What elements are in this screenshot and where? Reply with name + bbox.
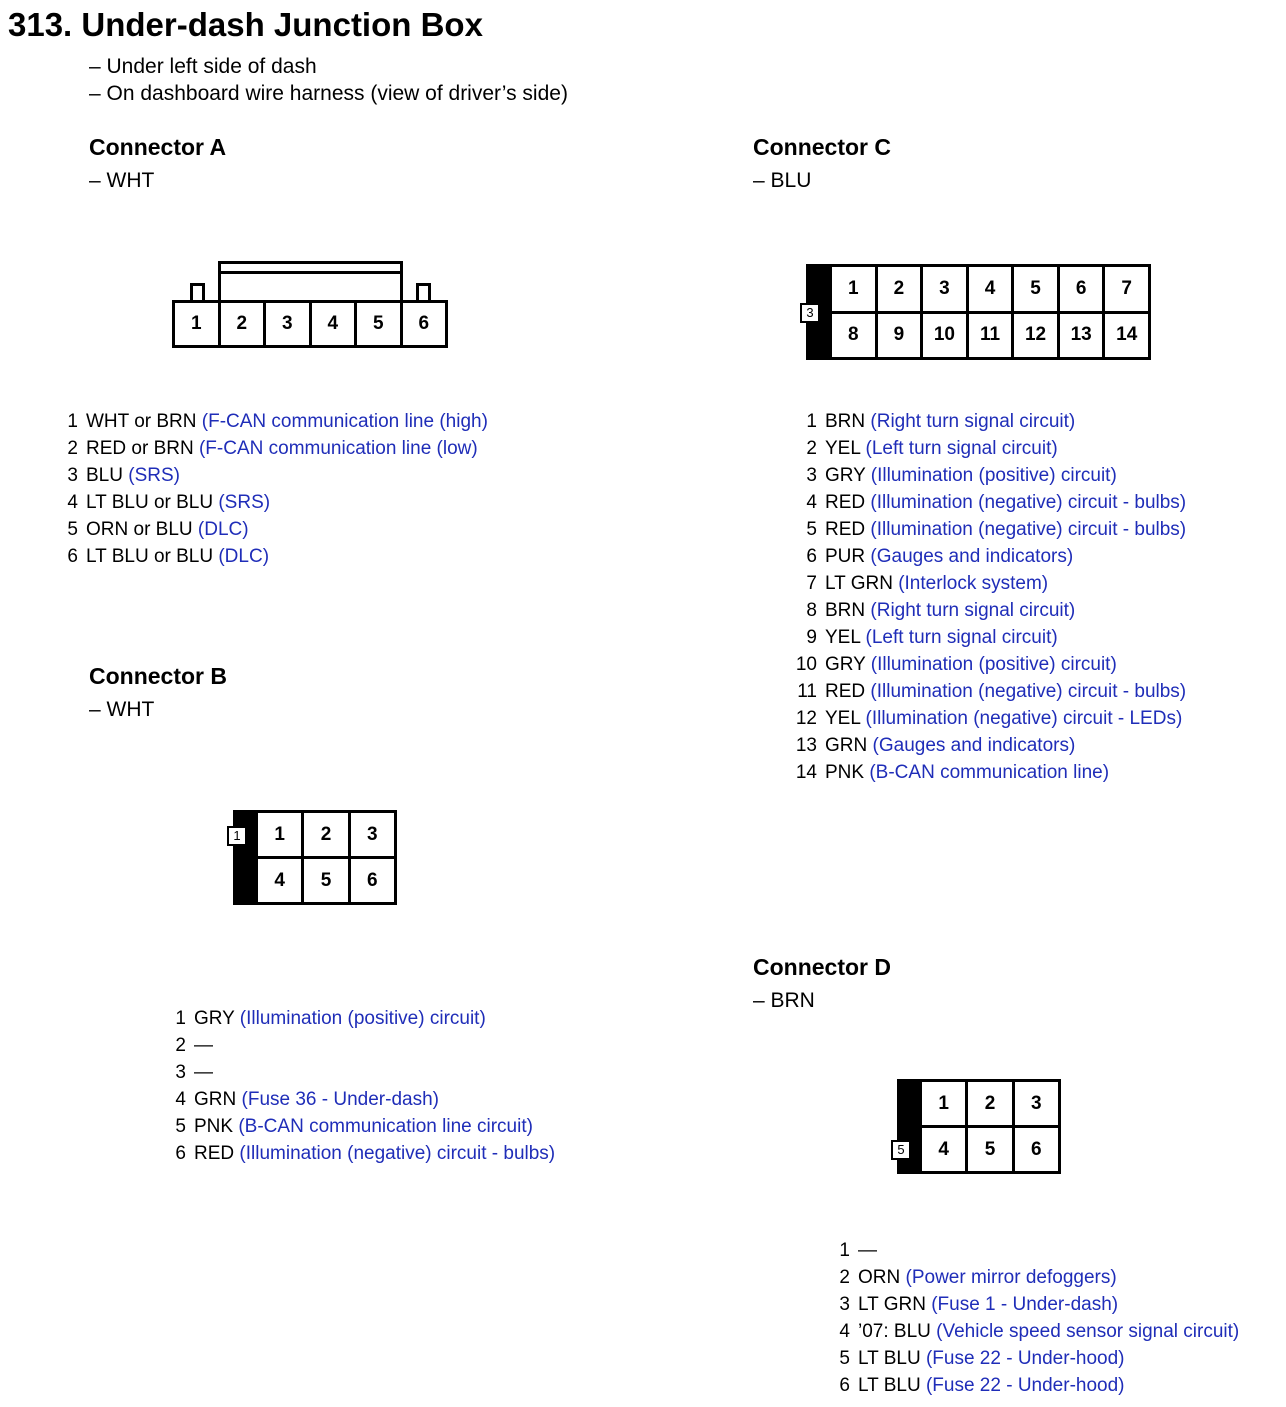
connector-d-cells [922, 1082, 1058, 1171]
connector-d-title: Connector D [753, 954, 891, 980]
connector-d-cell: 4 [922, 1128, 965, 1171]
page-title: 313. Under-dash Junction Box [8, 6, 483, 43]
pin-row: 5 LT BLU (Fuse 22 - Under-hood) [839, 1348, 1125, 1369]
connector-b-color: – WHT [89, 698, 155, 721]
connector-b-cell: 3 [351, 813, 394, 856]
connector-a-cells [175, 303, 445, 345]
connector-d-cell: 2 [968, 1082, 1011, 1125]
connector-c-cell: 12 [1014, 314, 1057, 358]
connector-c-cell: 9 [878, 314, 921, 358]
connector-a-cell: 2 [221, 303, 267, 345]
pin-row: 5 ORN or BLU (DLC) [67, 519, 249, 540]
pin-row: 3 — [175, 1062, 213, 1083]
connector-c-cell: 6 [1060, 267, 1103, 311]
connector-a-latch-line [218, 271, 403, 274]
pin-row: 7 LT GRN (Interlock system) [806, 573, 1049, 594]
pin-row: 5 PNK (B-CAN communication line circuit) [175, 1116, 533, 1137]
pin-row: 10 GRY (Illumination (positive) circuit) [795, 654, 1117, 675]
connector-d-cell: 1 [922, 1082, 965, 1125]
connector-c-pin-list [788, 408, 1186, 786]
connector-a-title: Connector A [89, 134, 227, 160]
connector-b-cell: 6 [351, 859, 394, 902]
pin-row: 3 BLU (SRS) [67, 465, 180, 486]
connector-c-cell: 11 [969, 314, 1012, 358]
pin-row: 3 LT GRN (Fuse 1 - Under-dash) [839, 1294, 1119, 1315]
pin-row: 4 LT BLU or BLU (SRS) [67, 492, 271, 513]
pin-row: 4 ’07: BLU (Vehicle speed sensor signal circuit) [839, 1321, 1240, 1342]
pin-row: 1 BRN (Right turn signal circuit) [806, 411, 1076, 432]
connector-c-key-label: 3 [800, 303, 820, 323]
pin-row: 6 LT BLU (Fuse 22 - Under-hood) [839, 1375, 1125, 1396]
pin-row: 2 RED or BRN (F-CAN communication line (low) [67, 438, 478, 459]
subtitle-location: – Under left side of dash [89, 55, 317, 78]
pin-row: 8 BRN (Right turn signal circuit) [806, 600, 1076, 621]
pin-row: 5 RED (Illumination (negative) circuit - bulbs) [806, 519, 1187, 540]
pin-row: 2 YEL (Left turn signal circuit) [806, 438, 1058, 459]
connector-c-cell: 13 [1060, 314, 1103, 358]
connector-b-title: Connector B [89, 663, 227, 689]
connector-a-cell: 1 [175, 303, 221, 345]
pin-row: 2 ORN (Power mirror defoggers) [839, 1267, 1117, 1288]
pin-row: 2 — [175, 1035, 213, 1056]
connector-a-cell: 5 [357, 303, 403, 345]
pin-row: 3 GRY (Illumination (positive) circuit) [806, 465, 1117, 486]
pin-row: 6 RED (Illumination (negative) circuit - bulbs) [175, 1143, 556, 1164]
connector-d-pin-list [832, 1237, 1239, 1399]
connector-a-cell: 6 [418, 313, 430, 334]
connector-c-cell: 10 [923, 314, 966, 358]
connector-c-color: – BLU [753, 169, 812, 192]
connector-d-cell: 6 [1015, 1128, 1058, 1171]
pin-row: 9 YEL (Left turn signal circuit) [806, 627, 1058, 648]
pin-row: 6 LT BLU or BLU (DLC) [67, 546, 270, 567]
pin-row: 1 — [839, 1240, 877, 1261]
connector-c-cell: 5 [1014, 267, 1057, 311]
connector-d-cell: 3 [1015, 1082, 1058, 1125]
connector-c-cell: 1 [832, 267, 875, 311]
subtitle-harness: – On dashboard wire harness (view of driver’s side) [89, 82, 568, 105]
connector-d-key-label: 5 [891, 1140, 911, 1160]
pin-row: 12 YEL (Illumination (negative) circuit - LEDs) [795, 708, 1183, 729]
connector-d-cell: 5 [968, 1128, 1011, 1171]
connector-c-cell: 3 [923, 267, 966, 311]
connector-b-pin-list [168, 1005, 555, 1167]
connector-a-pin-list [60, 408, 488, 570]
connector-c-cells [832, 267, 1148, 357]
connector-d-color: – BRN [753, 989, 815, 1012]
connector-c-title: Connector C [753, 134, 891, 160]
connector-b-cell: 1 [258, 813, 301, 856]
pin-row: 11 RED (Illumination (negative) circuit - bulbs) [797, 681, 1187, 702]
pin-row: 14 PNK (B-CAN communication line) [795, 762, 1110, 783]
connector-b-cell: 5 [304, 859, 347, 902]
connector-c-cell: 8 [832, 314, 875, 358]
pin-row: 4 RED (Illumination (negative) circuit - bulbs) [806, 492, 1187, 513]
connector-a-cell: 4 [312, 303, 358, 345]
connector-c-cell: 7 [1105, 267, 1148, 311]
connector-a-cell: 3 [266, 303, 312, 345]
pin-row: 13 GRN (Gauges and indicators) [795, 735, 1076, 756]
pin-row: 4 GRN (Fuse 36 - Under-dash) [175, 1089, 439, 1110]
connector-b-cell: 4 [258, 859, 301, 902]
connector-a-latch [218, 261, 403, 303]
pin-row: 1 GRY (Illumination (positive) circuit) [175, 1008, 486, 1029]
connector-a-color: – WHT [89, 169, 155, 192]
connector-c-cell: 14 [1105, 314, 1148, 358]
connector-c-cell: 2 [878, 267, 921, 311]
pin-row: 6 PUR (Gauges and indicators) [806, 546, 1074, 567]
connector-b-cell: 2 [304, 813, 347, 856]
pin-row: 1 WHT or BRN (F-CAN communication line (high) [67, 411, 488, 432]
connector-b-key-label: 1 [227, 826, 247, 846]
connector-c-cell: 4 [969, 267, 1012, 311]
connector-b-cells [258, 813, 394, 902]
